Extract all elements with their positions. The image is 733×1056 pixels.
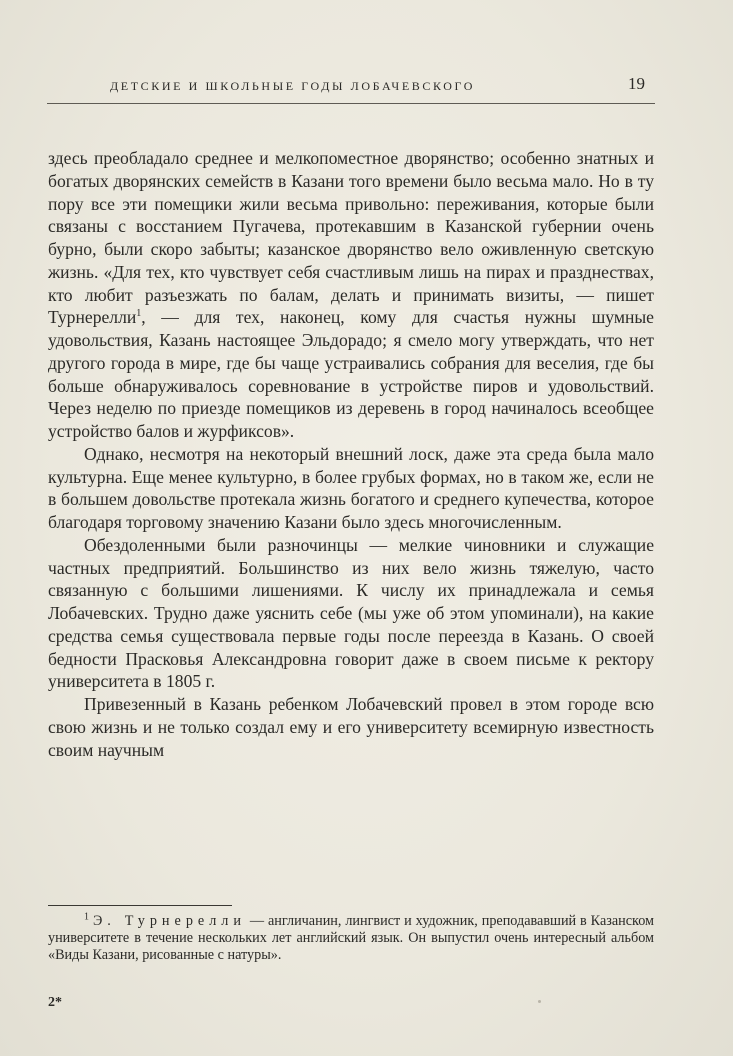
footnote-marker: 1 — [84, 911, 89, 923]
signature-mark: 2* — [48, 995, 62, 1010]
main-text — [48, 147, 654, 761]
footnote-text: — англичанин, лингвист и художник, преподававший в Казанском университете в течение нескольких лет английский язык. Он выпустил очень интересный альбом «Виды Казани, рисованные с натуры». — [48, 913, 655, 963]
running-title: ДЕТСКИЕ И ШКОЛЬНЫЕ ГОДЫ ЛОБАЧЕВСКОГО — [110, 79, 476, 93]
footnote — [48, 913, 654, 964]
footnote-rule — [48, 905, 232, 906]
page-number: 19 — [628, 74, 645, 93]
footnote-reference: 1 — [136, 308, 142, 320]
footnote-name: Э. Турнерелли — [92, 913, 246, 929]
paragraph-4: Привезенный в Казань ребенком Лобачевский провел в этом городе всю свою жизнь и не только создал ему и его университету всемирную известность своим научным — [48, 694, 654, 760]
paragraph-1-text-cont: , — для тех, наконец, кому для счастья нужны шумные удовольствия, Казань настоящее Эльдорадо; я смело могу утверждать, что нет другого города в мире, где бы чаще устраивались собрания для веселия, где бы больше обнаруживалось соревнование в устройстве пиров и удовольствий. Через неделю по приезде помещиков из деревень в город начиналось всеобщее устройство балов и журфиксов». — [48, 307, 654, 441]
paragraph-3: Обездоленными были разночинцы — мелкие чиновники и служащие частных предприятий. Большинство из них вело жизнь тяжелую, часто связанную с большими лишениями. К числу их принадлежала и семья Лобачевских. Трудно даже уяснить себе (мы уже об этом упоминали), на какие средства семья существовала первые годы после переезда в Казань. О своей бедности Прасковья Александровна говорит даже в своем письме к ректору университета в 1805 г. — [48, 534, 654, 692]
header-rule — [47, 103, 655, 104]
paragraph-2: Однако, несмотря на некоторый внешний лоск, даже эта среда была мало культурна. Еще менее культурно, в более грубых формах, но в таком же, если не в большем довольстве протекала жизнь богатого и среднего купечества, которое благодаря торговому значению Казани было здесь многочисленным. — [48, 443, 654, 532]
paragraph-1 — [48, 147, 654, 443]
paper-spot — [538, 1000, 541, 1003]
paragraph-1-text: здесь преобладало среднее и мелкопоместное дворянство; особенно знатных и богатых дворянских семейств в Казани того времени было весьма мало. Но в ту пору все эти помещики жили весьма привольно: переживания, которые были связаны с восстанием Пугачева, протекавшим в Казанской губернии очень бурно, были скоро забыты; казанское дворянство вело оживленную светскую жизнь. «Для тех, кто чувствует себя счастливым лишь на пирах и празднествах, кто любит разъезжать по балам, делать и принимать визиты, — пишет Турнерелли — [48, 148, 654, 328]
